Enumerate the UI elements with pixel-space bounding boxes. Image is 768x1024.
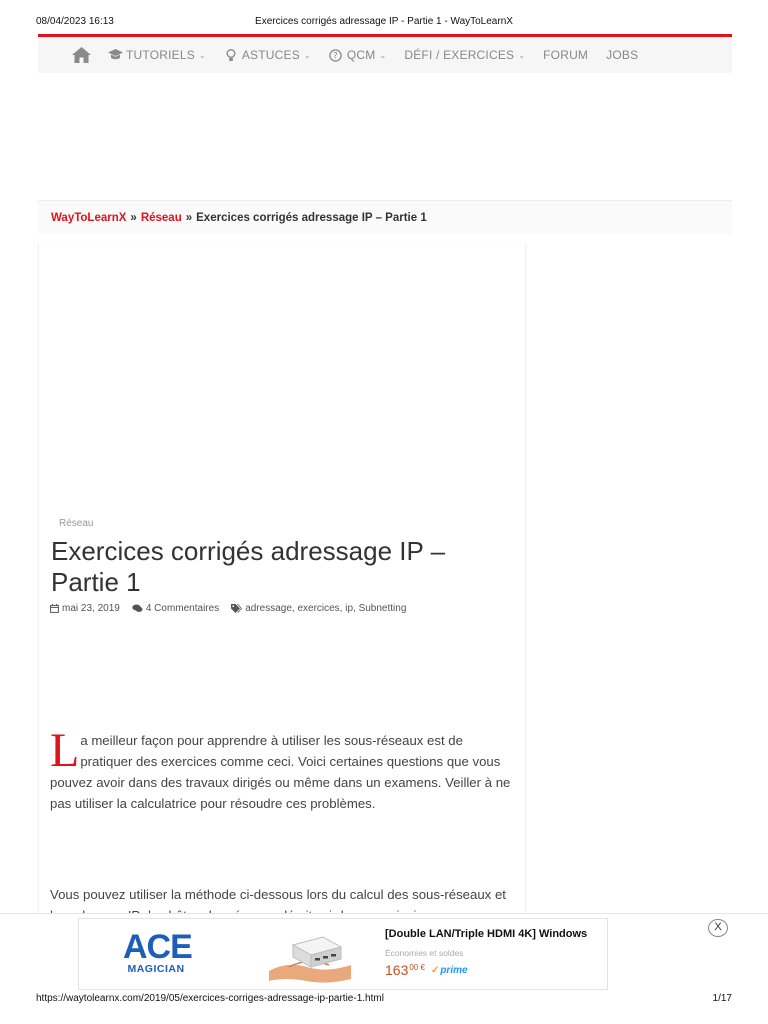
main-nav bbox=[38, 37, 732, 73]
prime-text: prime bbox=[440, 965, 468, 976]
article-tags[interactable] bbox=[231, 603, 406, 614]
article-meta bbox=[50, 603, 418, 614]
lightbulb-icon bbox=[224, 48, 238, 62]
article-lead-paragraph bbox=[50, 724, 515, 814]
print-page-number: 1/17 bbox=[712, 993, 732, 1004]
breadcrumb-home-link[interactable]: WayToLearnX bbox=[51, 211, 127, 224]
breadcrumb-separator: » bbox=[130, 211, 137, 224]
nav-item-jobs[interactable] bbox=[606, 48, 638, 62]
nav-item-label: DÉFI / EXERCICES bbox=[404, 48, 515, 62]
breadcrumb bbox=[38, 200, 732, 234]
ad-brand-top: ACE bbox=[123, 928, 192, 966]
ad-subtitle: Économies et soldes bbox=[385, 948, 464, 958]
product-hand-image bbox=[267, 927, 353, 983]
nav-item-forum[interactable] bbox=[543, 48, 588, 62]
ad-brand-logo bbox=[123, 928, 192, 975]
prime-badge bbox=[431, 965, 468, 976]
svg-text:?: ? bbox=[333, 51, 339, 62]
nav-item-qcm[interactable] bbox=[329, 48, 387, 62]
nav-item-astuces[interactable] bbox=[224, 48, 311, 62]
ad-title: [Double LAN/Triple HDMI 4K] Windows bbox=[385, 928, 588, 940]
breadcrumb-category-link[interactable]: Réseau bbox=[140, 211, 182, 224]
nav-item-label: ASTUCES bbox=[241, 48, 300, 62]
dropcap: L bbox=[50, 724, 80, 777]
article-category-link[interactable]: Réseau bbox=[59, 518, 94, 529]
ad-price-int: 163 bbox=[385, 962, 409, 978]
check-icon: ✓ bbox=[430, 965, 440, 976]
chevron-down-icon: ⌄ bbox=[198, 50, 206, 60]
lead-text: a meilleur façon pour apprendre à utiliser les sous-réseaux est de pratiquer des exercices comme ceci. Voici certaines questions que vous pouvez avoir dans des travaux dirigés ou même dans un examens. Veiller à ne pas utiliser la calculatrice pour résoudre ces problèmes. bbox=[50, 733, 511, 811]
chevron-down-icon: ⌄ bbox=[518, 50, 526, 60]
nav-item-tutoriels[interactable] bbox=[108, 48, 206, 62]
print-doc-title: Exercices corrigés adressage IP - Partie 1 - WayToLearnX bbox=[255, 16, 513, 27]
article-title: Exercices corrigés adressage IP – Partie 1 bbox=[51, 536, 446, 597]
nav-item-label: JOBS bbox=[606, 48, 639, 62]
comments-icon bbox=[132, 604, 143, 613]
tags-icon bbox=[231, 604, 242, 613]
article-comments-link[interactable] bbox=[132, 603, 219, 614]
calendar-icon bbox=[50, 604, 59, 613]
article-paragraph: Vous pouvez utiliser la méthode ci-dessous lors du calcul des sous-réseaux et bbox=[50, 887, 506, 902]
question-circle-icon bbox=[329, 48, 343, 62]
article-card bbox=[38, 244, 526, 914]
nav-item-defi-exercices[interactable] bbox=[404, 48, 525, 62]
article-tags-text: adressage, exercices, ip, Subnetting bbox=[245, 603, 407, 614]
chevron-down-icon: ⌄ bbox=[379, 50, 387, 60]
nav-item-label: QCM bbox=[346, 48, 376, 62]
ad-close-button[interactable]: X bbox=[708, 919, 728, 937]
nav-item-label: FORUM bbox=[543, 48, 589, 62]
print-datetime: 08/04/2023 16:13 bbox=[36, 16, 114, 27]
breadcrumb-separator: » bbox=[185, 211, 193, 224]
breadcrumb-current: Exercices corrigés adressage IP – Partie 1 bbox=[196, 211, 427, 224]
ad-banner[interactable] bbox=[78, 918, 608, 990]
article-date-text: mai 23, 2019 bbox=[62, 603, 120, 614]
article-comments-text: 4 Commentaires bbox=[145, 603, 220, 614]
ad-price bbox=[385, 962, 468, 978]
nav-item-label: TUTORIELS bbox=[126, 48, 195, 62]
print-url: https://waytolearnx.com/2019/05/exercices-corriges-adressage-ip-partie-1.html bbox=[36, 993, 384, 1004]
article-date[interactable] bbox=[50, 603, 120, 614]
ad-price-dec: 00 € bbox=[409, 963, 425, 972]
graduation-cap-icon bbox=[108, 48, 122, 62]
ad-brand-bottom: MAGICIAN bbox=[127, 963, 185, 975]
chevron-down-icon: ⌄ bbox=[303, 50, 311, 60]
home-icon[interactable] bbox=[72, 46, 92, 64]
